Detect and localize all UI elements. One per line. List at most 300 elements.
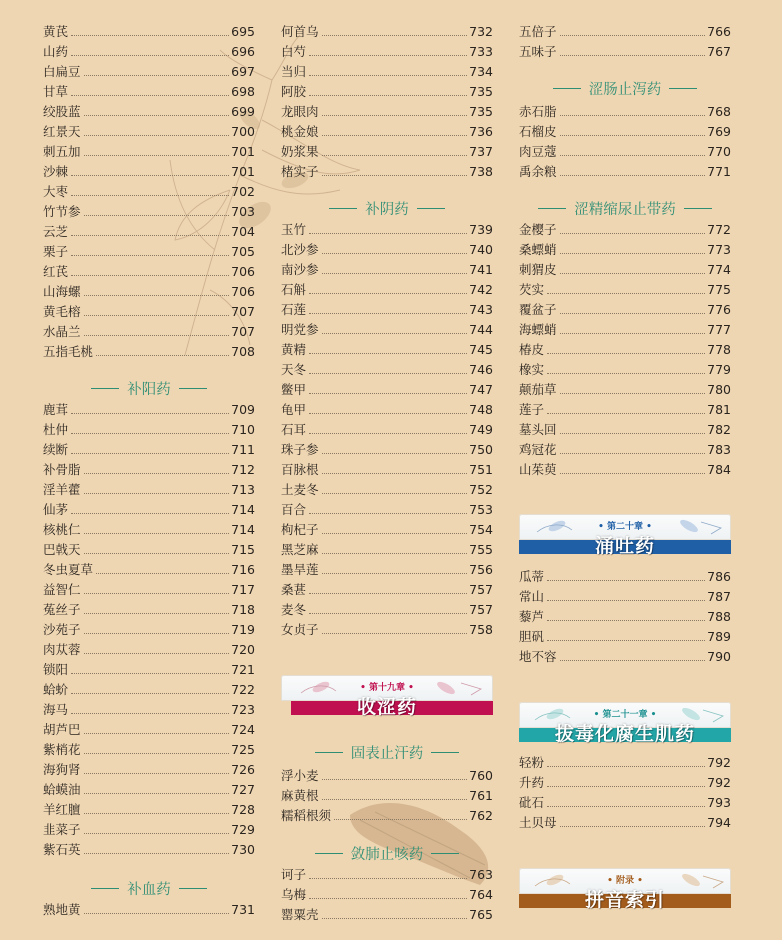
toc-entry[interactable] <box>43 302 255 322</box>
toc-entry[interactable] <box>43 420 255 440</box>
page-number: 697 <box>231 64 255 79</box>
toc-entry[interactable] <box>281 520 493 540</box>
toc-entry[interactable] <box>519 607 731 627</box>
dot-leader <box>309 293 467 294</box>
dot-leader <box>309 95 467 96</box>
page-number: 714 <box>231 522 255 537</box>
entry-name: 石莲 <box>281 302 307 317</box>
page-number: 719 <box>231 622 255 637</box>
dot-leader <box>309 75 467 76</box>
toc-entry[interactable] <box>43 760 255 780</box>
dot-leader <box>84 215 230 216</box>
dot-leader <box>71 95 229 96</box>
dot-leader <box>560 135 706 136</box>
toc-entry[interactable] <box>519 793 731 813</box>
toc-entry[interactable] <box>281 806 493 826</box>
dot-leader <box>71 175 229 176</box>
entry-name: 麻黄根 <box>281 788 319 803</box>
page-number: 752 <box>469 482 493 497</box>
section-title: 固表止汗药 <box>350 745 424 762</box>
toc-entry[interactable] <box>281 300 493 320</box>
entry-name: 墓头回 <box>519 422 557 437</box>
toc-entry[interactable] <box>43 122 255 142</box>
toc-entry[interactable] <box>281 82 493 102</box>
chapter-label: • 第二十一章 • <box>593 710 657 720</box>
dot-leader <box>322 155 468 156</box>
entry-name: 紫石英 <box>43 842 81 857</box>
page-number: 700 <box>231 124 255 139</box>
dot-leader <box>547 373 705 374</box>
section-title: 敛肺止咳药 <box>350 846 424 863</box>
chapter-20-banner[interactable] <box>519 514 731 558</box>
dot-leader <box>84 593 230 594</box>
toc-entry[interactable] <box>281 220 493 240</box>
toc-entry[interactable] <box>43 780 255 800</box>
toc-entry[interactable] <box>519 360 731 380</box>
toc-entry[interactable] <box>43 520 255 540</box>
section-heading-blood-tonics <box>43 876 255 900</box>
dot-leader <box>84 813 230 814</box>
entry-name: 轻粉 <box>519 755 545 770</box>
toc-entry[interactable] <box>281 865 493 885</box>
toc-entry[interactable] <box>43 720 255 740</box>
toc-entry[interactable] <box>519 162 731 182</box>
page-number: 696 <box>231 44 255 59</box>
entry-name: 龟甲 <box>281 402 307 417</box>
page-number: 768 <box>707 104 731 119</box>
page-number: 793 <box>707 795 731 810</box>
entry-name: 山海螺 <box>43 284 81 299</box>
page-number: 779 <box>707 362 731 377</box>
entry-name: 地不容 <box>519 649 557 664</box>
entry-name: 云芝 <box>43 224 69 239</box>
toc-entry[interactable] <box>281 260 493 280</box>
toc-entry[interactable] <box>519 773 731 793</box>
entry-name: 竹节参 <box>43 204 81 219</box>
toc-entry[interactable] <box>519 320 731 340</box>
toc-entry[interactable] <box>281 62 493 82</box>
dot-leader <box>547 600 705 601</box>
entry-name: 红景天 <box>43 124 81 139</box>
dot-leader <box>84 155 230 156</box>
entry-name: 海马 <box>43 702 69 717</box>
page-number: 705 <box>231 244 255 259</box>
entry-name: 胡芦巴 <box>43 722 81 737</box>
section-title: 补血药 <box>127 881 171 898</box>
toc-entry[interactable] <box>281 22 493 42</box>
toc-entry[interactable] <box>43 840 255 860</box>
toc-entry[interactable] <box>519 220 731 240</box>
entry-name: 赤石脂 <box>519 104 557 119</box>
page-number: 701 <box>231 164 255 179</box>
dot-leader <box>322 493 468 494</box>
entry-name: 藜芦 <box>519 609 545 624</box>
dot-leader <box>71 195 229 196</box>
divider <box>91 888 119 889</box>
page-number: 792 <box>707 755 731 770</box>
page-number: 761 <box>469 788 493 803</box>
dot-leader <box>322 918 468 919</box>
toc-entry[interactable] <box>519 813 731 833</box>
entry-name: 橡实 <box>519 362 545 377</box>
page-number: 707 <box>231 304 255 319</box>
toc-entry[interactable] <box>43 600 255 620</box>
page-number: 787 <box>707 589 731 604</box>
entry-name: 椿皮 <box>519 342 545 357</box>
entry-name: 天冬 <box>281 362 307 377</box>
page-number: 704 <box>231 224 255 239</box>
entry-name: 莲子 <box>519 402 545 417</box>
toc-entry[interactable] <box>281 560 493 580</box>
entry-name: 熟地黄 <box>43 902 81 917</box>
toc-entry[interactable] <box>43 800 255 820</box>
toc-entry[interactable] <box>281 42 493 62</box>
entry-name: 菟丝子 <box>43 602 81 617</box>
toc-entry[interactable] <box>281 620 493 640</box>
chapter-title: 涌吐药 <box>594 535 655 557</box>
toc-entry[interactable] <box>519 460 731 480</box>
entry-name: 白芍 <box>281 44 307 59</box>
toc-entry[interactable] <box>281 240 493 260</box>
dot-leader <box>322 453 468 454</box>
toc-entry[interactable] <box>519 142 731 162</box>
dot-leader <box>84 75 230 76</box>
page-number: 736 <box>469 124 493 139</box>
toc-entry[interactable] <box>519 440 731 460</box>
dot-leader <box>84 553 230 554</box>
toc-entry[interactable] <box>281 600 493 620</box>
toc-entry[interactable] <box>281 102 493 122</box>
toc-entry[interactable] <box>43 162 255 182</box>
toc-entry[interactable] <box>519 240 731 260</box>
dot-leader <box>309 233 467 234</box>
page-number: 794 <box>707 815 731 830</box>
toc-entry[interactable] <box>281 122 493 142</box>
page-number: 739 <box>469 222 493 237</box>
entry-name: 益智仁 <box>43 582 81 597</box>
page-number: 731 <box>231 902 255 917</box>
divider <box>431 752 459 753</box>
toc-entry[interactable] <box>43 42 255 62</box>
toc-entry[interactable] <box>519 340 731 360</box>
toc-entry[interactable] <box>281 786 493 806</box>
page-number: 727 <box>231 782 255 797</box>
dot-leader <box>71 55 229 56</box>
dot-leader <box>309 878 467 879</box>
toc-entry[interactable] <box>519 587 731 607</box>
toc-entry[interactable] <box>43 222 255 242</box>
toc-entry[interactable] <box>43 580 255 600</box>
toc-entry[interactable] <box>43 62 255 82</box>
page-number: 729 <box>231 822 255 837</box>
entry-name: 山茱萸 <box>519 462 557 477</box>
dot-leader <box>560 175 706 176</box>
chapter-title: 拔毒化腐生肌药 <box>554 723 695 745</box>
chapter-title: 收涩药 <box>356 696 417 718</box>
page-number: 767 <box>707 44 731 59</box>
toc-entry[interactable] <box>519 42 731 62</box>
entry-name: 百合 <box>281 502 307 517</box>
toc-entry[interactable] <box>519 260 731 280</box>
entry-name: 肉苁蓉 <box>43 642 81 657</box>
entry-name: 北沙参 <box>281 242 319 257</box>
toc-entry[interactable] <box>43 440 255 460</box>
toc-entry[interactable] <box>43 142 255 162</box>
toc-entry[interactable] <box>281 380 493 400</box>
entry-name: 石斛 <box>281 282 307 297</box>
entry-name: 补骨脂 <box>43 462 81 477</box>
page-number: 709 <box>231 402 255 417</box>
page-number: 725 <box>231 742 255 757</box>
entry-name: 鳖甲 <box>281 382 307 397</box>
toc-entry[interactable] <box>43 620 255 640</box>
entry-name: 瓜蒂 <box>519 569 545 584</box>
page-number: 699 <box>231 104 255 119</box>
toc-entry[interactable] <box>281 420 493 440</box>
entry-name: 奶浆果 <box>281 144 319 159</box>
page-number: 710 <box>231 422 255 437</box>
page-number: 737 <box>469 144 493 159</box>
dot-leader <box>560 155 706 156</box>
entry-name: 黄精 <box>281 342 307 357</box>
entry-name: 仙茅 <box>43 502 69 517</box>
dot-leader <box>560 826 706 827</box>
entry-name: 黄芪 <box>43 24 69 39</box>
entry-name: 当归 <box>281 64 307 79</box>
page-number: 728 <box>231 802 255 817</box>
entry-name: 黑芝麻 <box>281 542 319 557</box>
dot-leader <box>84 773 230 774</box>
entry-name: 淫羊藿 <box>43 482 81 497</box>
divider <box>315 853 343 854</box>
toc-entry[interactable] <box>519 380 731 400</box>
dot-leader <box>309 513 467 514</box>
divider <box>669 88 697 89</box>
page-number: 714 <box>231 502 255 517</box>
toc-entry[interactable] <box>281 905 493 925</box>
entry-name: 土贝母 <box>519 815 557 830</box>
section-heading-stop-sweating <box>281 740 493 764</box>
toc-entry[interactable] <box>43 262 255 282</box>
entry-name: 芡实 <box>519 282 545 297</box>
dot-leader <box>560 313 706 314</box>
page-number: 735 <box>469 104 493 119</box>
dot-leader <box>309 613 467 614</box>
entry-name: 海狗肾 <box>43 762 81 777</box>
page-number: 720 <box>231 642 255 657</box>
toc-entry[interactable] <box>43 700 255 720</box>
toc-entry[interactable] <box>43 560 255 580</box>
toc-entry[interactable] <box>519 280 731 300</box>
toc-entry[interactable] <box>281 766 493 786</box>
dot-leader <box>71 673 229 674</box>
dot-leader <box>309 593 467 594</box>
dot-leader <box>71 275 229 276</box>
entry-name: 甘草 <box>43 84 69 99</box>
entry-name: 百脉根 <box>281 462 319 477</box>
toc-entry[interactable] <box>43 182 255 202</box>
page-number: 713 <box>231 482 255 497</box>
dot-leader <box>71 413 229 414</box>
toc-entry[interactable] <box>519 22 731 42</box>
entry-name: 胆矾 <box>519 629 545 644</box>
toc-entry[interactable] <box>43 740 255 760</box>
page-number: 775 <box>707 282 731 297</box>
entry-name: 白扁豆 <box>43 64 81 79</box>
page-number: 786 <box>707 569 731 584</box>
dot-leader <box>560 660 706 661</box>
toc-entry[interactable] <box>281 580 493 600</box>
entry-name: 大枣 <box>43 184 69 199</box>
toc-entry[interactable] <box>43 22 255 42</box>
toc-entry[interactable] <box>281 320 493 340</box>
toc-entry[interactable] <box>519 647 731 667</box>
dot-leader <box>84 793 230 794</box>
page-number: 789 <box>707 629 731 644</box>
dot-leader <box>322 253 468 254</box>
dot-leader <box>322 799 468 800</box>
toc-entry[interactable] <box>519 567 731 587</box>
toc-entry[interactable] <box>281 500 493 520</box>
page-number: 717 <box>231 582 255 597</box>
page-number: 702 <box>231 184 255 199</box>
dot-leader <box>547 640 705 641</box>
entry-name: 糯稻根须 <box>281 808 332 823</box>
entry-name: 五味子 <box>519 44 557 59</box>
toc-entry[interactable] <box>43 540 255 560</box>
toc-entry[interactable] <box>43 660 255 680</box>
dot-leader <box>71 693 229 694</box>
page-number: 734 <box>469 64 493 79</box>
entry-name: 诃子 <box>281 867 307 882</box>
entry-name: 桑螵蛸 <box>519 242 557 257</box>
toc-entry[interactable] <box>43 322 255 342</box>
toc-entry[interactable] <box>281 280 493 300</box>
page-number: 708 <box>231 344 255 359</box>
entry-name: 石榴皮 <box>519 124 557 139</box>
toc-entry[interactable] <box>519 420 731 440</box>
dot-leader <box>84 733 230 734</box>
section-heading-lung-astringent <box>281 841 493 865</box>
dot-leader <box>547 580 705 581</box>
divider <box>329 208 357 209</box>
toc-entry[interactable] <box>519 400 731 420</box>
toc-entry[interactable] <box>519 122 731 142</box>
page-number: 757 <box>469 582 493 597</box>
toc-entry[interactable] <box>281 142 493 162</box>
page-number: 749 <box>469 422 493 437</box>
page-number: 753 <box>469 502 493 517</box>
divider <box>91 388 119 389</box>
dot-leader <box>560 115 706 116</box>
toc-entry[interactable] <box>43 480 255 500</box>
toc-entry[interactable] <box>519 753 731 773</box>
dot-leader <box>322 573 468 574</box>
page-number: 721 <box>231 662 255 677</box>
toc-entry[interactable] <box>43 640 255 660</box>
toc-entry[interactable] <box>43 820 255 840</box>
entry-name: 五指毛桃 <box>43 344 94 359</box>
page-number: 781 <box>707 402 731 417</box>
page-number: 757 <box>469 602 493 617</box>
toc-entry[interactable] <box>43 102 255 122</box>
page-number: 747 <box>469 382 493 397</box>
page-number: 751 <box>469 462 493 477</box>
page-number: 754 <box>469 522 493 537</box>
page-number: 746 <box>469 362 493 377</box>
toc-entry[interactable] <box>43 500 255 520</box>
page-number: 741 <box>469 262 493 277</box>
toc-entry[interactable] <box>43 342 255 362</box>
entry-name: 蛤蚧 <box>43 682 69 697</box>
dot-leader <box>547 806 705 807</box>
toc-entry[interactable] <box>281 400 493 420</box>
entry-name: 龙眼肉 <box>281 104 319 119</box>
entry-name: 浮小麦 <box>281 768 319 783</box>
page-number: 724 <box>231 722 255 737</box>
dot-leader <box>322 633 468 634</box>
dot-leader <box>309 898 467 899</box>
page-number: 790 <box>707 649 731 664</box>
page-number: 782 <box>707 422 731 437</box>
page-number: 718 <box>231 602 255 617</box>
toc-entry[interactable] <box>281 480 493 500</box>
page-number: 733 <box>469 44 493 59</box>
dot-leader <box>96 355 229 356</box>
toc-entry[interactable] <box>281 540 493 560</box>
entry-name: 玉竹 <box>281 222 307 237</box>
toc-entry[interactable] <box>281 460 493 480</box>
dot-leader <box>560 55 706 56</box>
entry-name: 罂粟壳 <box>281 907 319 922</box>
toc-entry[interactable] <box>281 885 493 905</box>
page-number: 770 <box>707 144 731 159</box>
entry-name: 五倍子 <box>519 24 557 39</box>
toc-entry[interactable] <box>281 162 493 182</box>
toc-entry[interactable] <box>519 102 731 122</box>
toc-entry[interactable] <box>43 900 255 920</box>
toc-entry[interactable] <box>43 282 255 302</box>
entry-name: 锁阳 <box>43 662 69 677</box>
entry-name: 续断 <box>43 442 69 457</box>
toc-entry[interactable] <box>519 300 731 320</box>
dot-leader <box>84 633 230 634</box>
chapter-19-banner[interactable] <box>281 675 493 719</box>
dot-leader <box>560 433 706 434</box>
page-number: 756 <box>469 562 493 577</box>
dot-leader <box>71 513 229 514</box>
toc-entry[interactable] <box>43 242 255 262</box>
dot-leader <box>547 293 705 294</box>
toc-entry[interactable] <box>43 460 255 480</box>
page-number: 726 <box>231 762 255 777</box>
appendix-banner[interactable] <box>519 868 731 912</box>
chapter-21-banner[interactable] <box>519 702 731 746</box>
toc-entry[interactable] <box>43 82 255 102</box>
toc-entry[interactable] <box>281 360 493 380</box>
entry-name: 明党参 <box>281 322 319 337</box>
toc-entry[interactable] <box>43 680 255 700</box>
toc-entry[interactable] <box>519 627 731 647</box>
toc-entry[interactable] <box>43 400 255 420</box>
entry-name: 桃金娘 <box>281 124 319 139</box>
dot-leader <box>84 613 230 614</box>
toc-entry[interactable] <box>281 440 493 460</box>
dot-leader <box>84 753 230 754</box>
page-number: 732 <box>469 24 493 39</box>
toc-entry[interactable] <box>43 202 255 222</box>
toc-entry[interactable] <box>281 340 493 360</box>
